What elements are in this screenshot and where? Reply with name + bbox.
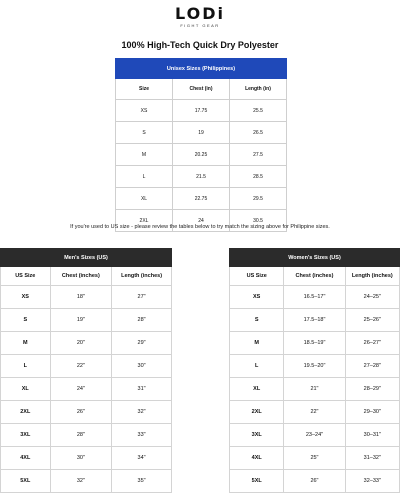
womens-table-row (230, 378, 400, 401)
length-cell: 30" (112, 355, 172, 378)
length-cell: 27.5 (230, 144, 287, 166)
womens-table-row (230, 447, 400, 470)
length-cell: 24–25" (345, 286, 399, 309)
length-cell: 35" (112, 470, 172, 493)
mens-size-table (0, 248, 172, 493)
mens-header-chest: Chest (inches) (50, 267, 112, 286)
size-cell: 3XL (1, 424, 51, 447)
chest-cell: 23–24" (284, 424, 345, 447)
length-cell: 29" (112, 332, 172, 355)
mens-table-row (1, 447, 172, 470)
length-cell: 27–28" (345, 355, 399, 378)
chest-cell: 18.5–19" (284, 332, 345, 355)
brand-name: LODi (175, 4, 225, 23)
page-title: 100% High-Tech Quick Dry Polyester (121, 40, 279, 50)
chest-cell: 32" (50, 470, 112, 493)
chest-cell: 19.5–20" (284, 355, 345, 378)
length-cell: 32" (112, 401, 172, 424)
womens-size-table (229, 248, 400, 493)
length-cell: 33" (112, 424, 172, 447)
size-cell: S (230, 309, 284, 332)
womens-header-length: Length (inches) (345, 267, 399, 286)
length-cell: 34" (112, 447, 172, 470)
chest-cell: 21.5 (173, 166, 230, 188)
size-cell: L (1, 355, 51, 378)
unisex-table-row (116, 144, 287, 166)
mens-table-row (1, 401, 172, 424)
mens-table-row (1, 378, 172, 401)
chest-cell: 24 (173, 210, 230, 232)
womens-table-row (230, 286, 400, 309)
size-cell: 3XL (230, 424, 284, 447)
length-cell: 25.5 (230, 100, 287, 122)
chest-cell: 21" (284, 378, 345, 401)
chest-cell: 22" (50, 355, 112, 378)
chest-cell: 22.75 (173, 188, 230, 210)
size-cell: XS (1, 286, 51, 309)
size-cell: S (116, 122, 173, 144)
mens-table-row (1, 355, 172, 378)
mens-table-row (1, 470, 172, 493)
size-cell: 5XL (230, 470, 284, 493)
mens-table-row (1, 332, 172, 355)
chest-cell: 20.25 (173, 144, 230, 166)
womens-table-row (230, 424, 400, 447)
unisex-table-row (116, 100, 287, 122)
unisex-table-row (116, 122, 287, 144)
chest-cell: 18" (50, 286, 112, 309)
mens-header-size: US Size (1, 267, 51, 286)
chest-cell: 25" (284, 447, 345, 470)
chest-cell: 26" (50, 401, 112, 424)
size-cell: S (1, 309, 51, 332)
chest-cell: 24" (50, 378, 112, 401)
length-cell: 30.5 (230, 210, 287, 232)
unisex-table-row (116, 166, 287, 188)
womens-table-row (230, 401, 400, 424)
size-cell: 2XL (116, 210, 173, 232)
unisex-size-table (115, 58, 287, 232)
size-cell: XL (230, 378, 284, 401)
womens-table-caption: Women's Sizes (US) (230, 249, 400, 267)
size-cell: 4XL (230, 447, 284, 470)
size-cell: L (116, 166, 173, 188)
length-cell: 31–32" (345, 447, 399, 470)
womens-header-size: US Size (230, 267, 284, 286)
chest-cell: 26" (284, 470, 345, 493)
size-cell: XL (116, 188, 173, 210)
unisex-table-row (116, 188, 287, 210)
length-cell: 28.5 (230, 166, 287, 188)
mens-table-caption: Men's Sizes (US) (1, 249, 172, 267)
length-cell: 29.5 (230, 188, 287, 210)
chest-cell: 19 (173, 122, 230, 144)
size-cell: XS (116, 100, 173, 122)
chest-cell: 20" (50, 332, 112, 355)
length-cell: 26–27" (345, 332, 399, 355)
length-cell: 30–31" (345, 424, 399, 447)
size-cell: M (230, 332, 284, 355)
brand-tagline: FIGHT GEAR (180, 23, 220, 28)
length-cell: 28–29" (345, 378, 399, 401)
length-cell: 32–33" (345, 470, 399, 493)
unisex-header-size: Size (116, 79, 173, 100)
chest-cell: 28" (50, 424, 112, 447)
womens-table-row (230, 470, 400, 493)
unisex-header-length: Length (in) (230, 79, 287, 100)
length-cell: 26.5 (230, 122, 287, 144)
chest-cell: 19" (50, 309, 112, 332)
unisex-table-caption: Unisex Sizes (Philippines) (116, 59, 287, 79)
brand-logo (0, 6, 400, 29)
mens-header-length: Length (inches) (112, 267, 172, 286)
unisex-header-chest: Chest (in) (173, 79, 230, 100)
length-cell: 28" (112, 309, 172, 332)
sizing-note: If you're used to US size - please review the tables below to try match the sizing above for Philippine sizes. (70, 224, 330, 230)
womens-header-chest: Chest (inches) (284, 267, 345, 286)
size-cell: XS (230, 286, 284, 309)
size-cell: 2XL (1, 401, 51, 424)
womens-table-row (230, 355, 400, 378)
size-cell: 2XL (230, 401, 284, 424)
length-cell: 25–26" (345, 309, 399, 332)
chest-cell: 17.75 (173, 100, 230, 122)
size-cell: 5XL (1, 470, 51, 493)
mens-table-row (1, 309, 172, 332)
size-cell: XL (1, 378, 51, 401)
chest-cell: 16.5–17" (284, 286, 345, 309)
mens-table-row (1, 286, 172, 309)
length-cell: 27" (112, 286, 172, 309)
mens-table-row (1, 424, 172, 447)
chest-cell: 17.5–18" (284, 309, 345, 332)
womens-table-row (230, 309, 400, 332)
length-cell: 29–30" (345, 401, 399, 424)
chest-cell: 30" (50, 447, 112, 470)
size-cell: M (116, 144, 173, 166)
size-cell: 4XL (1, 447, 51, 470)
length-cell: 31" (112, 378, 172, 401)
size-cell: L (230, 355, 284, 378)
chest-cell: 22" (284, 401, 345, 424)
size-cell: M (1, 332, 51, 355)
womens-table-row (230, 332, 400, 355)
